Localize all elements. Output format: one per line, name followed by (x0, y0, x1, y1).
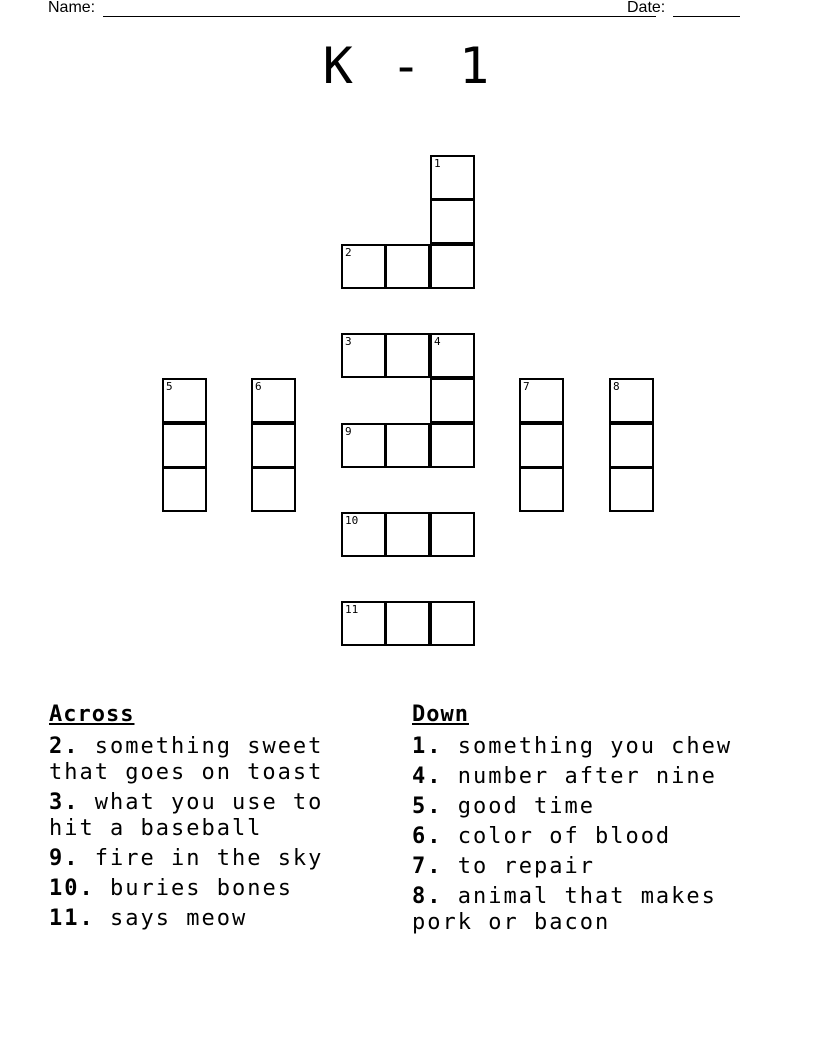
clue-number: 8. (412, 884, 443, 909)
clue-number: 11 (345, 603, 359, 616)
crossword-cell[interactable] (430, 423, 475, 468)
clue-item (49, 790, 359, 842)
clue-item (412, 854, 772, 880)
clue-item (49, 876, 359, 902)
crossword-cell[interactable] (385, 601, 430, 646)
clue-number: 10 (345, 514, 359, 527)
clue-text: buries bones (110, 876, 293, 901)
clue-text: something sweet that goes on toast (49, 734, 324, 785)
crossword-cell[interactable] (519, 378, 564, 423)
clue-number: 10. (49, 876, 95, 901)
crossword-cell[interactable] (430, 199, 475, 244)
crossword-cell[interactable] (251, 378, 296, 423)
clue-item (412, 884, 772, 936)
crossword-cell[interactable] (385, 244, 430, 289)
crossword-cell[interactable] (430, 333, 475, 378)
clue-number: 9. (49, 846, 80, 871)
clue-number: 4 (434, 335, 441, 348)
crossword-cell[interactable] (609, 423, 654, 468)
crossword-cell[interactable] (430, 601, 475, 646)
clue-number: 2. (49, 734, 80, 759)
clue-number: 5. (412, 794, 443, 819)
crossword-cell[interactable] (251, 423, 296, 468)
clue-text: fire in the sky (94, 846, 324, 871)
clue-text: what you use to hit a baseball (49, 790, 324, 841)
clue-item (49, 846, 359, 872)
clue-number: 3 (345, 335, 352, 348)
clue-item (49, 906, 359, 932)
crossword-cell[interactable] (162, 378, 207, 423)
clue-number: 6 (255, 380, 262, 393)
crossword-cell[interactable] (609, 467, 654, 512)
across-clues (49, 702, 359, 936)
down-clues (412, 702, 772, 940)
clue-number: 1 (434, 157, 441, 170)
clue-item (412, 794, 772, 820)
crossword-cell[interactable] (430, 155, 475, 200)
down-heading: Down (412, 702, 469, 727)
clue-number: 4. (412, 764, 443, 789)
crossword-cell[interactable] (162, 423, 207, 468)
crossword-cell[interactable] (430, 244, 475, 289)
crossword-cell[interactable] (341, 423, 386, 468)
crossword-cell[interactable] (341, 333, 386, 378)
clue-text: says meow (110, 906, 248, 931)
date-label: Date: (627, 0, 666, 16)
clue-number: 7. (412, 854, 443, 879)
crossword-cell[interactable] (385, 423, 430, 468)
crossword-cell[interactable] (430, 378, 475, 423)
crossword-cell[interactable] (341, 244, 386, 289)
clue-text: number after nine (457, 764, 717, 789)
clue-number: 2 (345, 246, 352, 259)
clue-number: 9 (345, 425, 352, 438)
crossword-cell[interactable] (162, 467, 207, 512)
clue-text: something you chew (457, 734, 733, 759)
crossword-cell[interactable] (519, 423, 564, 468)
across-heading: Across (49, 702, 135, 727)
clue-number: 5 (166, 380, 173, 393)
clue-text: animal that makes pork or bacon (412, 884, 717, 935)
clue-number: 7 (523, 380, 530, 393)
clue-number: 1. (412, 734, 443, 759)
crossword-cell[interactable] (430, 512, 475, 557)
clue-item (412, 764, 772, 790)
clue-number: 3. (49, 790, 80, 815)
crossword-cell[interactable] (519, 467, 564, 512)
clue-item (49, 734, 359, 786)
clue-item (412, 824, 772, 850)
page-title: K - 1 (322, 37, 494, 95)
crossword-cell[interactable] (609, 378, 654, 423)
clue-number: 11. (49, 906, 95, 931)
crossword-cell[interactable] (341, 512, 386, 557)
clue-item (412, 734, 772, 760)
crossword-cell[interactable] (385, 512, 430, 557)
clue-text: to repair (457, 854, 595, 879)
crossword-cell[interactable] (341, 601, 386, 646)
name-label: Name: (48, 0, 96, 16)
clue-text: good time (457, 794, 595, 819)
clue-number: 8 (613, 380, 620, 393)
crossword-cell[interactable] (385, 333, 430, 378)
crossword-cell[interactable] (251, 467, 296, 512)
clue-text: color of blood (457, 824, 672, 849)
clue-number: 6. (412, 824, 443, 849)
